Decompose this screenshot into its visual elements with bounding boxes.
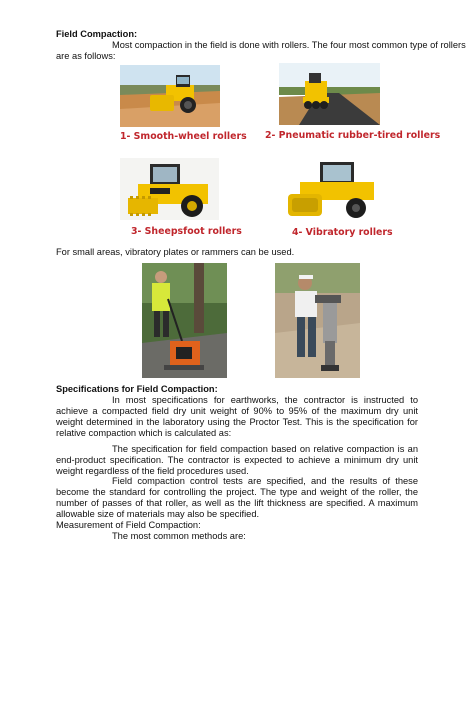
specifications-paragraph-1: In most specifications for earthworks, the contractor is instructed to achieve a compacted field dry unit weight of 90% to 95% of the maximum dry unit weight determined in the laboratory using the Proctor Test. This is the specification for relative compaction which is calculated as:	[56, 395, 418, 438]
measurement-heading: Measurement of Field Compaction:	[56, 520, 201, 530]
pneumatic-roller-photo	[279, 63, 380, 125]
field-compaction-heading: Field Compaction:	[56, 29, 138, 39]
vibratory-roller-photo	[280, 158, 380, 222]
specifications-paragraph-2: The specification for field compaction based on relative compaction is an end-product specification. The contractor is expected to achieve a minimum dry unit weight regardless of the field procedures used.	[56, 444, 418, 476]
small-areas-line: For small areas, vibratory plates or rammers can be used.	[56, 247, 295, 257]
specifications-paragraph-3: Field compaction control tests are specified, and the results of these become the standard for controlling the project. The type and weight of the roller, the number of passes of that roller, as well as the lift thickness are specified. A maximum allowable size of materials may also be specified.	[56, 476, 418, 519]
caption-sheepsfoot: 3- Sheepsfoot rollers	[131, 226, 242, 237]
rammer-photo	[275, 263, 360, 378]
measurement-methods-line: The most common methods are:	[112, 531, 246, 541]
caption-smooth-wheel: 1- Smooth-wheel rollers	[120, 131, 247, 142]
sheepsfoot-roller-photo	[120, 158, 219, 220]
caption-pneumatic: 2- Pneumatic rubber-tired rollers	[265, 130, 441, 141]
intro-line-1: Most compaction in the field is done with rollers. The four most common type of rollers	[112, 40, 466, 50]
specifications-heading: Specifications for Field Compaction:	[56, 384, 218, 394]
intro-line-2: are as follows:	[56, 51, 116, 61]
smooth-wheel-roller-photo	[120, 65, 220, 127]
vibratory-plate-photo	[142, 263, 227, 378]
caption-vibratory: 4- Vibratory rollers	[292, 227, 393, 238]
